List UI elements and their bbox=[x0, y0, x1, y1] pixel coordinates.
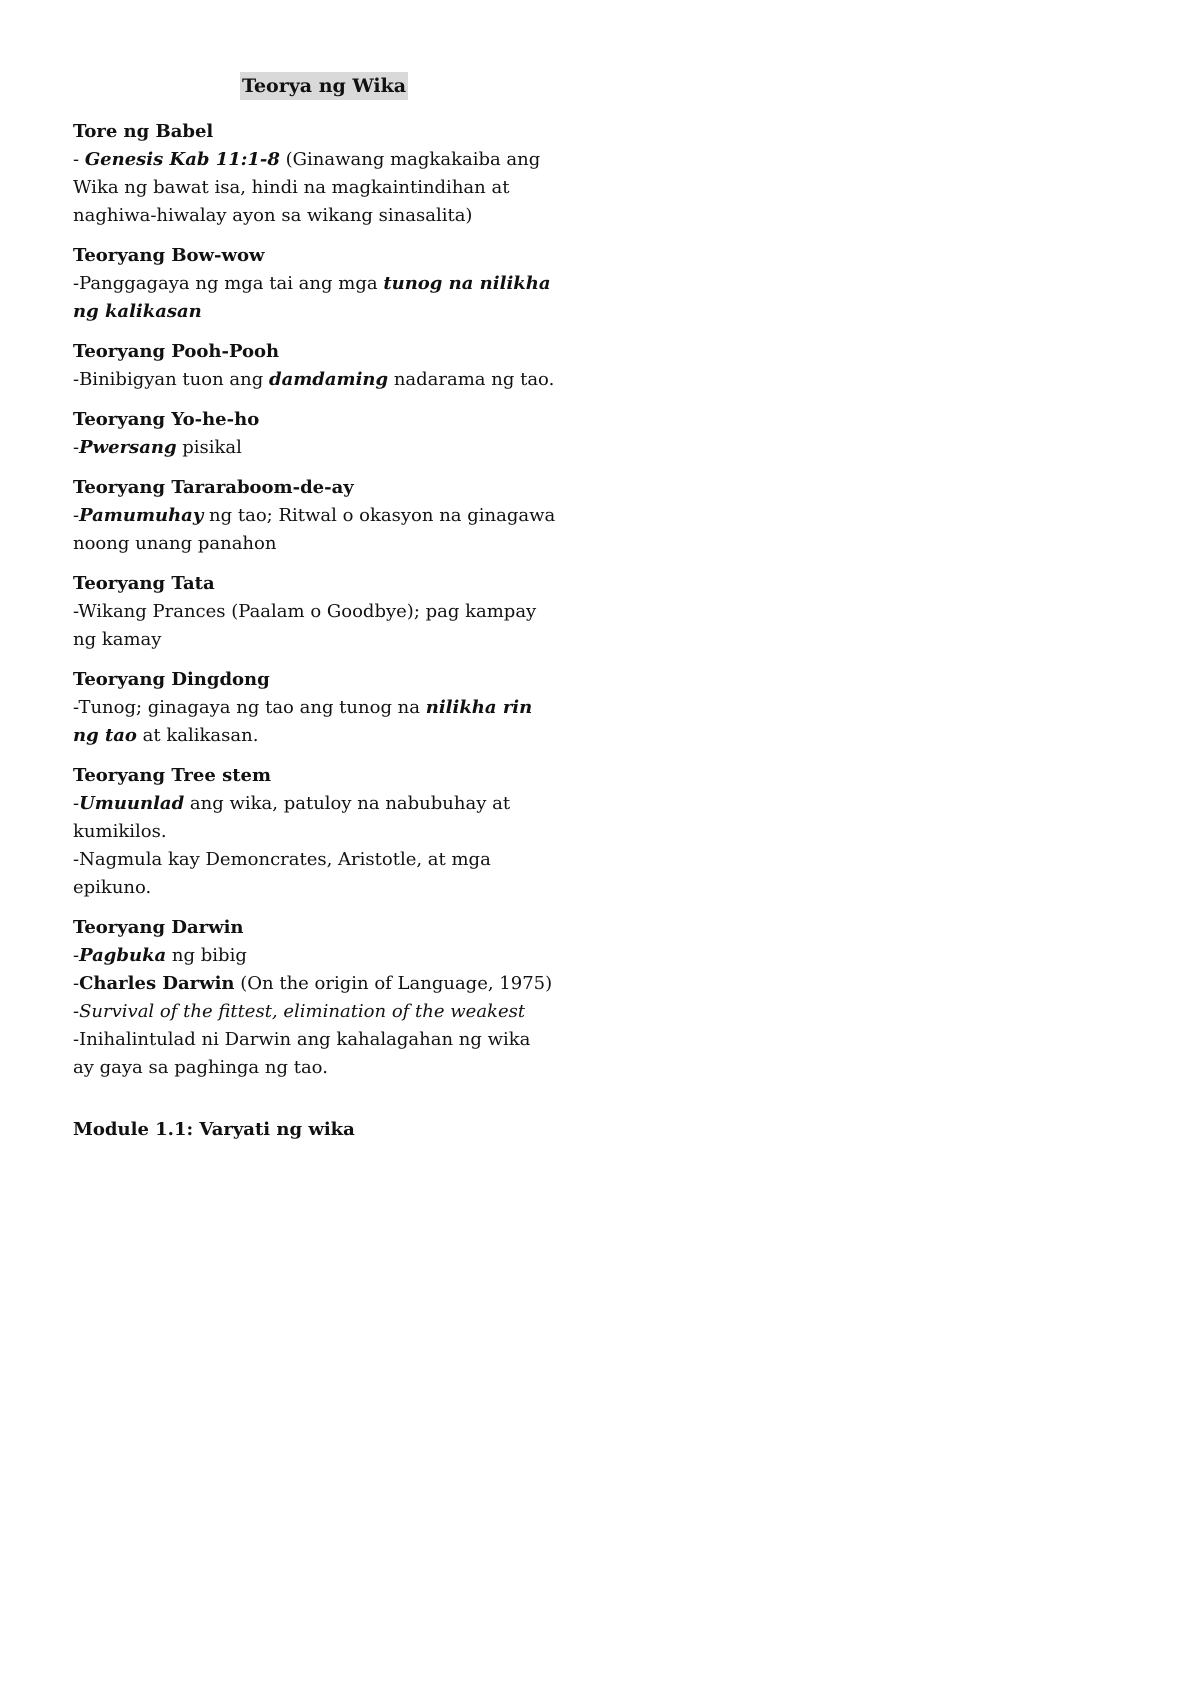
section-line bbox=[73, 366, 593, 394]
body-text: - bbox=[73, 437, 80, 458]
body-text: -Inihalintulad ni Darwin ang kahalagahan ng wika bbox=[73, 1029, 531, 1050]
body-text: -Tunog; ginagaya ng tao ang tunog na bbox=[73, 697, 426, 718]
section-line bbox=[73, 202, 593, 230]
emphasized-text: Pagbuka bbox=[79, 945, 167, 966]
section-heading: Teoryang Dingdong bbox=[73, 669, 270, 690]
theory-section bbox=[73, 406, 593, 462]
section-heading: Teoryang Bow-wow bbox=[73, 245, 265, 266]
section-line bbox=[73, 942, 593, 970]
document-title: Teorya ng Wika bbox=[240, 72, 408, 100]
emphasized-text: nilikha rin bbox=[425, 697, 533, 718]
section-line bbox=[73, 598, 593, 626]
emphasized-text: -Survival of the fittest, elimination of the weakest bbox=[73, 1001, 526, 1022]
body-text: pisikal bbox=[176, 437, 242, 458]
module-heading: Module 1.1: Varyati ng wika bbox=[73, 1119, 355, 1140]
emphasized-text: Pamumuhay bbox=[79, 505, 204, 526]
section-line bbox=[73, 818, 593, 846]
section-heading: Tore ng Babel bbox=[73, 121, 214, 142]
section-line bbox=[73, 790, 593, 818]
body-text: - bbox=[73, 149, 85, 170]
section-heading: Teoryang Tree stem bbox=[73, 765, 272, 786]
document-body bbox=[73, 118, 593, 1144]
section-line bbox=[73, 846, 593, 874]
body-text: -Binibigyan tuon ang bbox=[73, 369, 269, 390]
theory-section bbox=[73, 338, 593, 394]
emphasized-text: ng tao bbox=[73, 725, 137, 746]
emphasized-text: tunog na nilikha bbox=[383, 273, 551, 294]
section-heading: Teoryang Tata bbox=[73, 573, 215, 594]
theory-section bbox=[73, 474, 593, 558]
theory-section bbox=[73, 242, 593, 326]
body-text: at kalikasan. bbox=[136, 725, 259, 746]
section-line bbox=[73, 174, 593, 202]
section-heading: Teoryang Darwin bbox=[73, 917, 244, 938]
emphasized-text: Umuunlad bbox=[79, 793, 185, 814]
section-heading: Teoryang Tararaboom-de-ay bbox=[73, 477, 354, 498]
body-text: Wika ng bawat isa, hindi na magkaintindihan at bbox=[73, 177, 510, 198]
section-line bbox=[73, 530, 593, 558]
body-text: ng bibig bbox=[166, 945, 247, 966]
emphasized-text: Pwersang bbox=[79, 437, 177, 458]
body-text: (Ginawang magkakaiba ang bbox=[279, 149, 541, 170]
emphasized-text: damdaming bbox=[268, 369, 389, 390]
section-line bbox=[73, 270, 593, 298]
section-line bbox=[73, 874, 593, 902]
body-text: ng kamay bbox=[73, 629, 162, 650]
body-text: ng tao; Ritwal o okasyon na ginagawa bbox=[203, 505, 556, 526]
body-text: (On the origin of Language, 1975) bbox=[234, 973, 553, 994]
body-text: ang wika, patuloy na nabubuhay at bbox=[184, 793, 511, 814]
body-text: nadarama ng tao. bbox=[388, 369, 555, 390]
emphasized-text: ng kalikasan bbox=[73, 301, 202, 322]
section-line bbox=[73, 722, 593, 750]
theory-section bbox=[73, 762, 593, 902]
section-line bbox=[73, 998, 593, 1026]
body-text: - bbox=[73, 793, 80, 814]
section-line bbox=[73, 1026, 593, 1054]
body-text: kumikilos. bbox=[73, 821, 167, 842]
body-text: -Panggagaya ng mga tai ang mga bbox=[73, 273, 384, 294]
theory-section bbox=[73, 118, 593, 230]
body-text: -Nagmula kay Demoncrates, Aristotle, at mga bbox=[73, 849, 491, 870]
theory-section bbox=[73, 914, 593, 1082]
section-line bbox=[73, 146, 593, 174]
theory-section bbox=[73, 570, 593, 654]
body-text: -Wikang Prances (Paalam o Goodbye); pag kampay bbox=[73, 601, 537, 622]
theory-section bbox=[73, 666, 593, 750]
section-line bbox=[73, 970, 593, 998]
section-line bbox=[73, 502, 593, 530]
body-text: ay gaya sa paghinga ng tao. bbox=[73, 1057, 328, 1078]
emphasized-text: Genesis Kab 11:1-8 bbox=[84, 149, 280, 170]
section-heading: Teoryang Yo-he-ho bbox=[73, 409, 260, 430]
section-line bbox=[73, 298, 593, 326]
section-line bbox=[73, 694, 593, 722]
body-text: - bbox=[73, 505, 80, 526]
body-text: epikuno. bbox=[73, 877, 152, 898]
emphasized-text: Charles Darwin bbox=[79, 973, 235, 994]
section-line bbox=[73, 434, 593, 462]
body-text: - bbox=[73, 973, 80, 994]
section-heading: Teoryang Pooh-Pooh bbox=[73, 341, 280, 362]
body-text: noong unang panahon bbox=[73, 533, 277, 554]
body-text: - bbox=[73, 945, 80, 966]
section-line bbox=[73, 1054, 593, 1082]
section-line bbox=[73, 626, 593, 654]
body-text: naghiwa-hiwalay ayon sa wikang sinasalita) bbox=[73, 205, 473, 226]
